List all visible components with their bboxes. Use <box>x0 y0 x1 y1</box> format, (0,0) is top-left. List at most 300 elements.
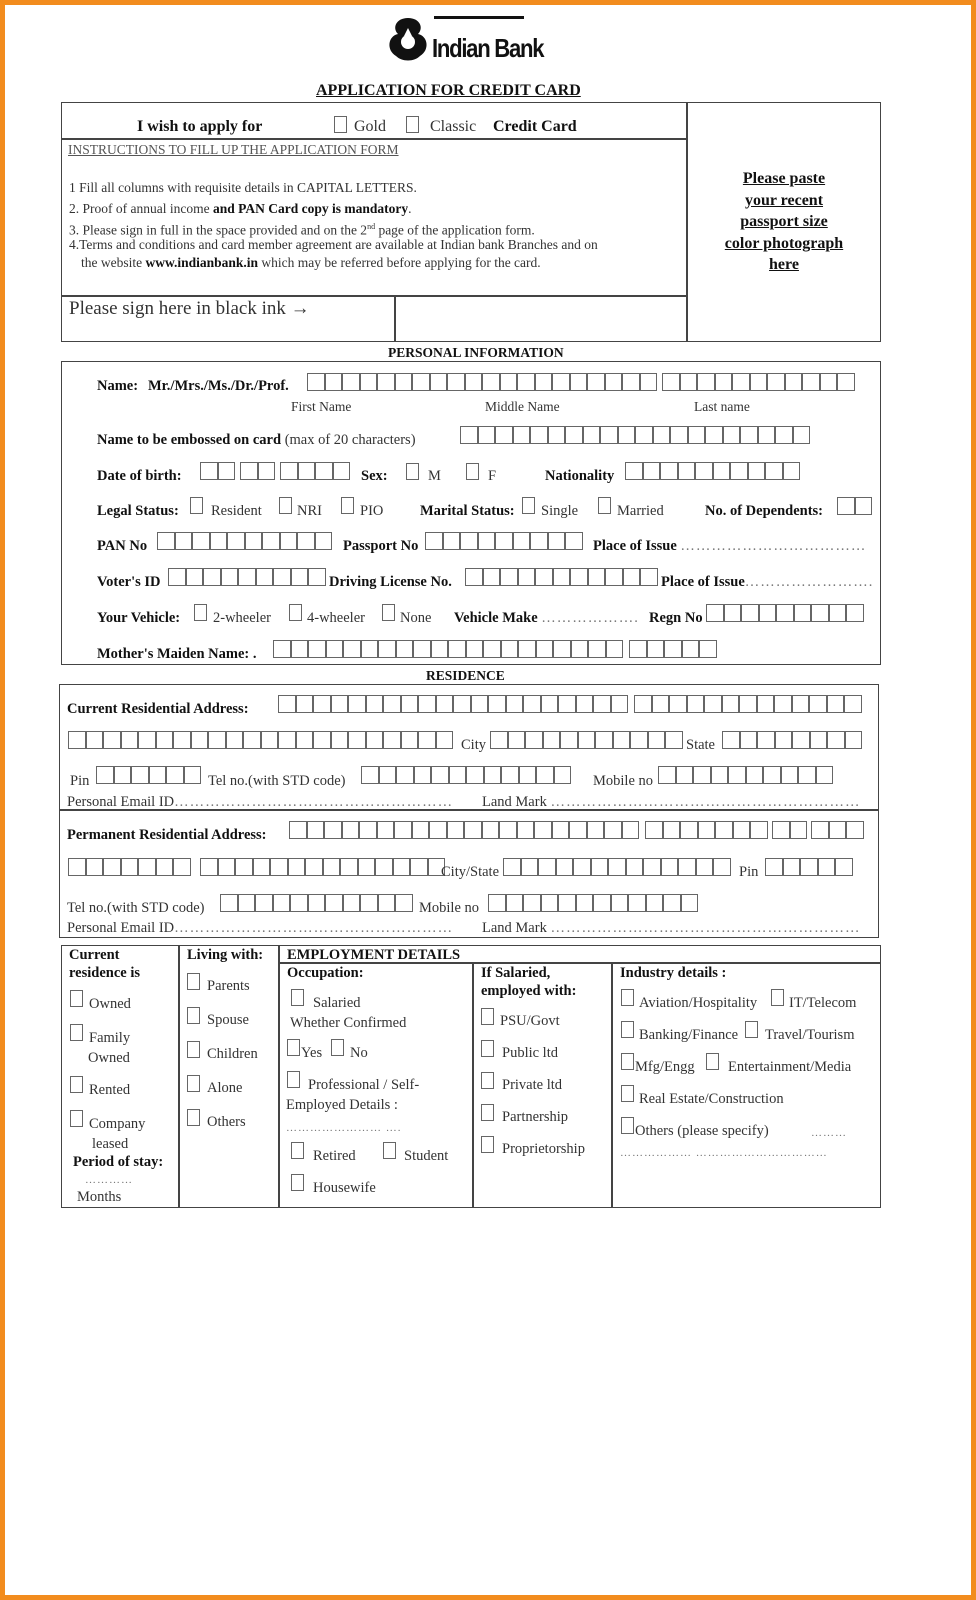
char-box[interactable] <box>565 426 583 444</box>
char-box[interactable] <box>348 731 366 749</box>
char-box[interactable] <box>262 532 280 550</box>
char-box[interactable] <box>569 821 587 839</box>
char-box[interactable] <box>166 766 184 784</box>
permanent-address-boxes-2[interactable] <box>645 821 768 839</box>
char-box[interactable] <box>583 426 601 444</box>
retired-checkbox[interactable] <box>291 1142 304 1159</box>
char-box[interactable] <box>775 731 793 749</box>
char-box[interactable] <box>331 695 349 713</box>
current-address-line2-boxes[interactable] <box>68 731 453 749</box>
char-box[interactable] <box>359 821 377 839</box>
char-box[interactable] <box>500 568 518 586</box>
char-box[interactable] <box>611 894 629 912</box>
char-box[interactable] <box>669 695 687 713</box>
char-box[interactable] <box>781 766 799 784</box>
char-box[interactable] <box>86 858 104 876</box>
char-box[interactable] <box>630 731 648 749</box>
char-box[interactable] <box>464 821 482 839</box>
char-box[interactable] <box>513 426 531 444</box>
banking-checkbox[interactable] <box>621 1021 634 1038</box>
char-box[interactable] <box>220 894 238 912</box>
char-box[interactable] <box>554 766 572 784</box>
char-box[interactable] <box>757 731 775 749</box>
char-box[interactable] <box>693 766 711 784</box>
char-box[interactable] <box>173 731 191 749</box>
char-box[interactable] <box>200 858 218 876</box>
living-with-parents-checkbox[interactable] <box>187 973 200 990</box>
char-box[interactable] <box>800 858 818 876</box>
char-box[interactable] <box>523 894 541 912</box>
char-box[interactable] <box>238 894 256 912</box>
char-box[interactable] <box>723 426 741 444</box>
char-box[interactable] <box>664 640 682 658</box>
char-box[interactable] <box>495 426 513 444</box>
char-box[interactable] <box>570 373 588 391</box>
char-box[interactable] <box>715 373 733 391</box>
char-box[interactable] <box>482 821 500 839</box>
char-box[interactable] <box>534 821 552 839</box>
char-box[interactable] <box>746 766 764 784</box>
char-box[interactable] <box>535 373 553 391</box>
char-box[interactable] <box>605 568 623 586</box>
char-box[interactable] <box>635 426 653 444</box>
email-field[interactable]: ……………………………………………… <box>174 920 454 936</box>
char-box[interactable] <box>695 462 713 480</box>
char-box[interactable] <box>750 373 768 391</box>
char-box[interactable] <box>643 858 661 876</box>
char-box[interactable] <box>593 695 611 713</box>
char-box[interactable] <box>466 640 484 658</box>
dob-day-boxes[interactable] <box>200 462 235 480</box>
passport-boxes[interactable] <box>425 532 583 550</box>
char-box[interactable] <box>331 731 349 749</box>
mother-maiden-boxes-2[interactable] <box>629 640 717 658</box>
char-box[interactable] <box>811 604 829 622</box>
char-box[interactable] <box>503 858 521 876</box>
char-box[interactable] <box>243 731 261 749</box>
char-box[interactable] <box>739 695 757 713</box>
char-box[interactable] <box>855 497 873 515</box>
char-box[interactable] <box>640 568 658 586</box>
char-box[interactable] <box>453 695 471 713</box>
char-box[interactable] <box>790 821 808 839</box>
char-box[interactable] <box>595 731 613 749</box>
char-box[interactable] <box>377 373 395 391</box>
char-box[interactable] <box>226 731 244 749</box>
char-box[interactable] <box>658 766 676 784</box>
dependents-boxes[interactable] <box>837 497 872 515</box>
char-box[interactable] <box>326 640 344 658</box>
char-box[interactable] <box>96 766 114 784</box>
char-box[interactable] <box>378 640 396 658</box>
char-box[interactable] <box>536 766 554 784</box>
regn-boxes[interactable] <box>706 604 864 622</box>
char-box[interactable] <box>488 695 506 713</box>
char-box[interactable] <box>425 532 443 550</box>
char-box[interactable] <box>798 766 816 784</box>
employer-public-ltd-checkbox[interactable] <box>481 1040 494 1057</box>
mother-maiden-boxes[interactable] <box>273 640 623 658</box>
char-box[interactable] <box>280 462 298 480</box>
self-employed-details-field[interactable]: …………………… …. <box>286 1122 402 1134</box>
char-box[interactable] <box>783 462 801 480</box>
real-estate-checkbox[interactable] <box>621 1085 634 1102</box>
char-box[interactable] <box>713 858 731 876</box>
char-box[interactable] <box>131 766 149 784</box>
living-with-spouse-checkbox[interactable] <box>187 1007 200 1024</box>
char-box[interactable] <box>500 373 518 391</box>
permanent-address-line2-boxes[interactable] <box>68 858 191 876</box>
char-box[interactable] <box>488 894 506 912</box>
permanent-address-boxes[interactable] <box>289 821 639 839</box>
char-box[interactable] <box>395 894 413 912</box>
char-box[interactable] <box>307 373 325 391</box>
char-box[interactable] <box>506 695 524 713</box>
it-telecom-checkbox[interactable] <box>771 989 784 1006</box>
char-box[interactable] <box>626 858 644 876</box>
char-box[interactable] <box>587 821 605 839</box>
vehicle-make-field[interactable]: ………………. <box>541 610 639 626</box>
char-box[interactable] <box>483 640 501 658</box>
female-checkbox[interactable] <box>466 463 479 480</box>
char-box[interactable] <box>730 462 748 480</box>
char-box[interactable] <box>611 695 629 713</box>
char-box[interactable] <box>681 894 699 912</box>
permanent-pin-boxes[interactable] <box>765 858 853 876</box>
signature-field[interactable] <box>396 297 685 341</box>
char-box[interactable] <box>484 766 502 784</box>
char-box[interactable] <box>412 821 430 839</box>
char-box[interactable] <box>553 568 571 586</box>
char-box[interactable] <box>291 640 309 658</box>
gold-checkbox[interactable] <box>334 116 347 133</box>
char-box[interactable] <box>678 858 696 876</box>
char-box[interactable] <box>436 695 454 713</box>
char-box[interactable] <box>775 426 793 444</box>
char-box[interactable] <box>298 462 316 480</box>
char-box[interactable] <box>465 373 483 391</box>
aviation-checkbox[interactable] <box>621 989 634 1006</box>
char-box[interactable] <box>465 568 483 586</box>
char-box[interactable] <box>774 695 792 713</box>
char-box[interactable] <box>429 821 447 839</box>
char-box[interactable] <box>622 821 640 839</box>
char-box[interactable] <box>490 731 508 749</box>
char-box[interactable] <box>138 858 156 876</box>
char-box[interactable] <box>662 373 680 391</box>
char-box[interactable] <box>305 858 323 876</box>
char-box[interactable] <box>366 695 384 713</box>
photo-placeholder[interactable] <box>688 168 880 276</box>
entertainment-checkbox[interactable] <box>706 1053 719 1070</box>
char-box[interactable] <box>518 568 536 586</box>
char-box[interactable] <box>722 695 740 713</box>
char-box[interactable] <box>495 532 513 550</box>
char-box[interactable] <box>576 894 594 912</box>
char-box[interactable] <box>278 695 296 713</box>
char-box[interactable] <box>431 640 449 658</box>
char-box[interactable] <box>256 568 274 586</box>
char-box[interactable] <box>553 640 571 658</box>
email-field[interactable]: ……………………………………………… <box>174 794 454 810</box>
char-box[interactable] <box>705 426 723 444</box>
char-box[interactable] <box>663 894 681 912</box>
permanent-address-boxes-3[interactable] <box>772 821 807 839</box>
classic-checkbox[interactable] <box>406 116 419 133</box>
char-box[interactable] <box>430 373 448 391</box>
family-owned-checkbox[interactable] <box>70 1024 83 1041</box>
char-box[interactable] <box>401 731 419 749</box>
char-box[interactable] <box>358 858 376 876</box>
char-box[interactable] <box>811 821 829 839</box>
char-box[interactable] <box>606 640 624 658</box>
char-box[interactable] <box>313 695 331 713</box>
char-box[interactable] <box>525 731 543 749</box>
char-box[interactable] <box>772 821 790 839</box>
char-box[interactable] <box>447 373 465 391</box>
char-box[interactable] <box>682 640 700 658</box>
char-box[interactable] <box>307 821 325 839</box>
char-box[interactable] <box>418 731 436 749</box>
permanent-mobile-boxes[interactable] <box>488 894 698 912</box>
char-box[interactable] <box>253 858 271 876</box>
char-box[interactable] <box>273 894 291 912</box>
char-box[interactable] <box>588 568 606 586</box>
char-box[interactable] <box>748 462 766 480</box>
char-box[interactable] <box>835 858 853 876</box>
travel-checkbox[interactable] <box>745 1021 758 1038</box>
char-box[interactable] <box>291 568 309 586</box>
char-box[interactable] <box>571 640 589 658</box>
char-box[interactable] <box>114 766 132 784</box>
char-box[interactable] <box>558 894 576 912</box>
char-box[interactable] <box>634 695 652 713</box>
char-box[interactable] <box>741 604 759 622</box>
char-box[interactable] <box>829 604 847 622</box>
char-box[interactable] <box>273 640 291 658</box>
char-box[interactable] <box>308 640 326 658</box>
state-boxes[interactable] <box>722 731 862 749</box>
owned-checkbox[interactable] <box>70 990 83 1007</box>
char-box[interactable] <box>623 568 641 586</box>
char-box[interactable] <box>704 695 722 713</box>
char-box[interactable] <box>315 532 333 550</box>
char-box[interactable] <box>375 858 393 876</box>
char-box[interactable] <box>538 858 556 876</box>
char-box[interactable] <box>844 695 862 713</box>
char-box[interactable] <box>315 462 333 480</box>
period-of-stay-field[interactable]: ………… <box>85 1174 133 1186</box>
char-box[interactable] <box>343 640 361 658</box>
website-link[interactable]: www.indianbank.in <box>145 255 259 270</box>
char-box[interactable] <box>184 766 202 784</box>
salaried-checkbox[interactable] <box>291 989 304 1006</box>
char-box[interactable] <box>296 695 314 713</box>
char-box[interactable] <box>628 894 646 912</box>
nationality-boxes[interactable] <box>625 462 800 480</box>
char-box[interactable] <box>255 894 273 912</box>
pin-boxes[interactable] <box>96 766 201 784</box>
char-box[interactable] <box>218 858 236 876</box>
confirmed-no-checkbox[interactable] <box>331 1039 344 1056</box>
city-state-boxes[interactable] <box>503 858 731 876</box>
char-box[interactable] <box>792 731 810 749</box>
char-box[interactable] <box>460 532 478 550</box>
char-box[interactable] <box>210 532 228 550</box>
char-box[interactable] <box>794 604 812 622</box>
employer-private-ltd-checkbox[interactable] <box>481 1072 494 1089</box>
industry-others-field-2[interactable]: ……………… …………………………… <box>620 1147 828 1159</box>
char-box[interactable] <box>660 462 678 480</box>
tel-boxes[interactable] <box>361 766 571 784</box>
housewife-checkbox[interactable] <box>291 1174 304 1191</box>
char-box[interactable] <box>733 821 751 839</box>
industry-others-checkbox[interactable] <box>621 1117 634 1134</box>
char-box[interactable] <box>186 568 204 586</box>
permanent-address-line2-boxes-2[interactable] <box>200 858 445 876</box>
char-box[interactable] <box>696 858 714 876</box>
char-box[interactable] <box>377 821 395 839</box>
dob-year-boxes[interactable] <box>280 462 350 480</box>
char-box[interactable] <box>622 373 640 391</box>
char-box[interactable] <box>670 426 688 444</box>
char-box[interactable] <box>818 858 836 876</box>
char-box[interactable] <box>208 731 226 749</box>
char-box[interactable] <box>342 821 360 839</box>
char-box[interactable] <box>261 731 279 749</box>
char-box[interactable] <box>396 640 414 658</box>
char-box[interactable] <box>629 640 647 658</box>
char-box[interactable] <box>443 532 461 550</box>
char-box[interactable] <box>625 462 643 480</box>
char-box[interactable] <box>156 858 174 876</box>
char-box[interactable] <box>698 821 716 839</box>
char-box[interactable] <box>138 731 156 749</box>
char-box[interactable] <box>513 532 531 550</box>
male-checkbox[interactable] <box>406 463 419 480</box>
place-issue-field[interactable]: ……………………………… <box>680 538 867 554</box>
char-box[interactable] <box>103 731 121 749</box>
char-box[interactable] <box>68 731 86 749</box>
char-box[interactable] <box>506 894 524 912</box>
char-box[interactable] <box>410 858 428 876</box>
char-box[interactable] <box>501 640 519 658</box>
char-box[interactable] <box>508 731 526 749</box>
last-name-boxes[interactable] <box>662 373 855 391</box>
char-box[interactable] <box>697 373 715 391</box>
char-box[interactable] <box>348 695 366 713</box>
char-box[interactable] <box>816 766 834 784</box>
current-address-boxes[interactable] <box>278 695 628 713</box>
char-box[interactable] <box>541 894 559 912</box>
confirmed-yes-checkbox[interactable] <box>287 1039 300 1056</box>
char-box[interactable] <box>604 821 622 839</box>
char-box[interactable] <box>482 373 500 391</box>
industry-others-field[interactable]: ……… <box>811 1127 847 1139</box>
char-box[interactable] <box>449 766 467 784</box>
char-box[interactable] <box>661 858 679 876</box>
char-box[interactable] <box>518 640 536 658</box>
no-vehicle-checkbox[interactable] <box>382 604 395 621</box>
char-box[interactable] <box>573 858 591 876</box>
char-box[interactable] <box>530 532 548 550</box>
char-box[interactable] <box>436 731 454 749</box>
char-box[interactable] <box>360 894 378 912</box>
char-box[interactable] <box>578 731 596 749</box>
char-box[interactable] <box>103 858 121 876</box>
char-box[interactable] <box>296 731 314 749</box>
char-box[interactable] <box>758 426 776 444</box>
char-box[interactable] <box>383 695 401 713</box>
char-box[interactable] <box>613 731 631 749</box>
char-box[interactable] <box>732 373 750 391</box>
landmark-field[interactable]: …………………………………………………… <box>550 920 861 936</box>
company-leased-checkbox[interactable] <box>70 1110 83 1127</box>
city-boxes[interactable] <box>490 731 683 749</box>
char-box[interactable] <box>396 766 414 784</box>
char-box[interactable] <box>519 766 537 784</box>
char-box[interactable] <box>827 695 845 713</box>
char-box[interactable] <box>431 766 449 784</box>
char-box[interactable] <box>86 731 104 749</box>
char-box[interactable] <box>343 894 361 912</box>
char-box[interactable] <box>340 858 358 876</box>
char-box[interactable] <box>846 821 864 839</box>
char-box[interactable] <box>846 604 864 622</box>
char-box[interactable] <box>218 462 236 480</box>
char-box[interactable] <box>235 858 253 876</box>
char-box[interactable] <box>499 821 517 839</box>
char-box[interactable] <box>587 373 605 391</box>
emboss-name-boxes[interactable] <box>460 426 810 444</box>
char-box[interactable] <box>379 766 397 784</box>
char-box[interactable] <box>323 858 341 876</box>
char-box[interactable] <box>699 640 717 658</box>
char-box[interactable] <box>289 821 307 839</box>
char-box[interactable] <box>706 604 724 622</box>
char-box[interactable] <box>378 894 396 912</box>
living-with-alone-checkbox[interactable] <box>187 1075 200 1092</box>
char-box[interactable] <box>645 821 663 839</box>
char-box[interactable] <box>308 894 326 912</box>
char-box[interactable] <box>175 532 193 550</box>
char-box[interactable] <box>783 858 801 876</box>
char-box[interactable] <box>809 695 827 713</box>
char-box[interactable] <box>157 532 175 550</box>
first-middle-name-boxes[interactable] <box>307 373 657 391</box>
current-address-boxes-2[interactable] <box>634 695 862 713</box>
char-box[interactable] <box>68 858 86 876</box>
char-box[interactable] <box>648 731 666 749</box>
char-box[interactable] <box>558 695 576 713</box>
two-wheeler-checkbox[interactable] <box>194 604 207 621</box>
char-box[interactable] <box>471 695 489 713</box>
nri-checkbox[interactable] <box>279 497 292 514</box>
char-box[interactable] <box>200 462 218 480</box>
char-box[interactable] <box>576 695 594 713</box>
char-box[interactable] <box>680 373 698 391</box>
char-box[interactable] <box>333 462 351 480</box>
char-box[interactable] <box>413 640 431 658</box>
char-box[interactable] <box>412 373 430 391</box>
char-box[interactable] <box>600 426 618 444</box>
employer-partnership-checkbox[interactable] <box>481 1104 494 1121</box>
professional-checkbox[interactable] <box>287 1071 300 1088</box>
char-box[interactable] <box>313 731 331 749</box>
char-box[interactable] <box>715 821 733 839</box>
char-box[interactable] <box>478 532 496 550</box>
pan-boxes[interactable] <box>157 532 332 550</box>
